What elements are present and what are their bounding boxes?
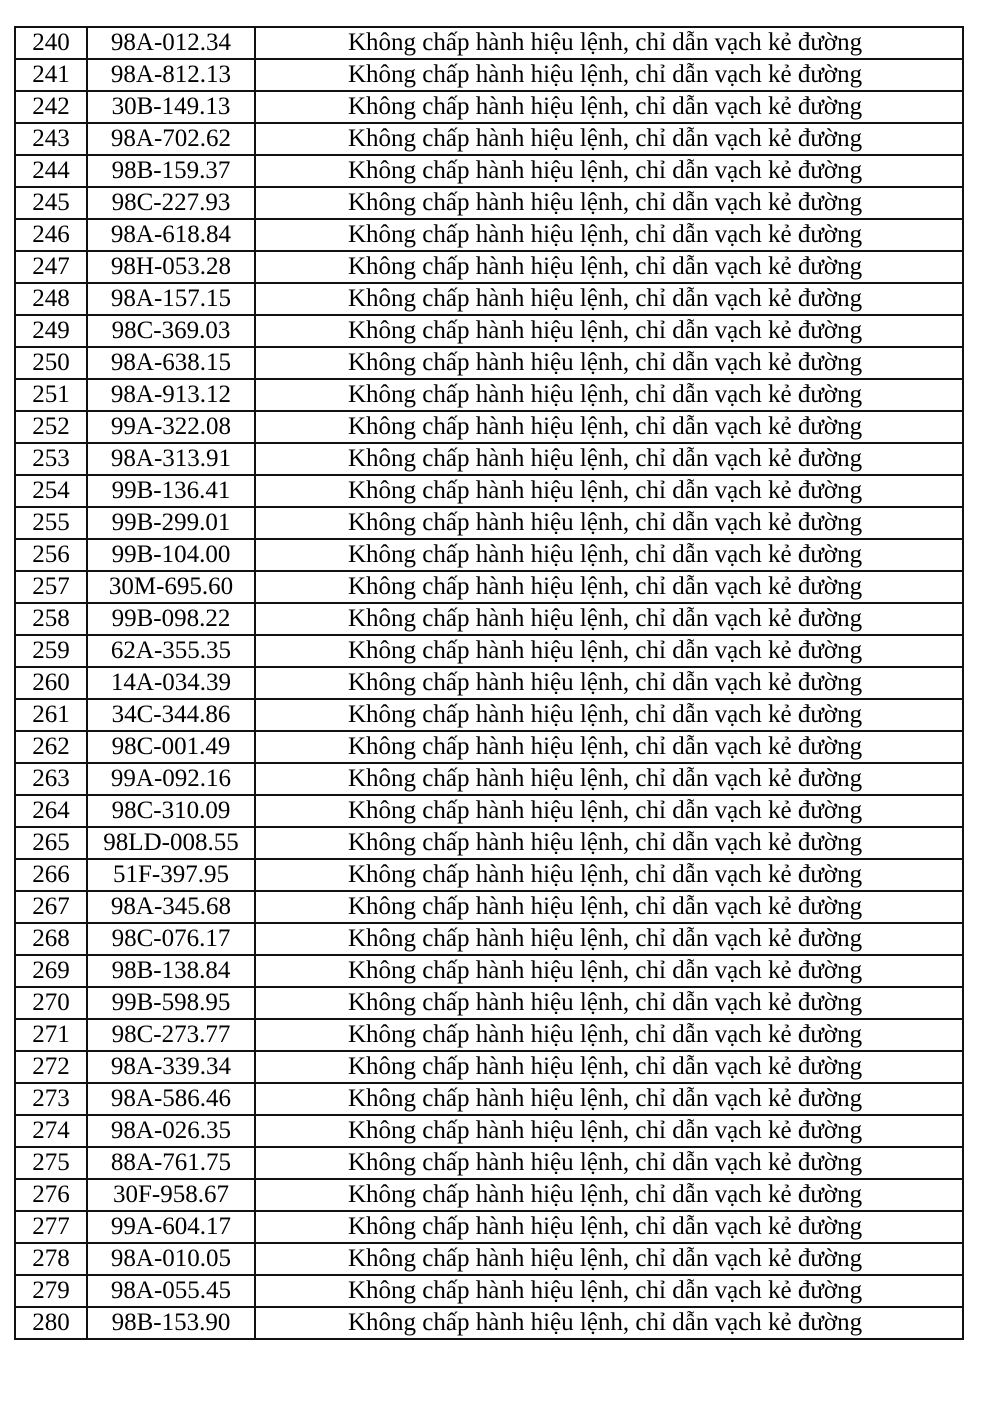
table-row	[15, 603, 963, 635]
violation-cell: Không chấp hành hiệu lệnh, chỉ dẫn vạch kẻ đường	[255, 411, 963, 443]
row-number-cell: 277	[15, 1211, 87, 1243]
license-plate-cell: 98A-026.35	[87, 1115, 255, 1147]
row-number-cell: 268	[15, 923, 87, 955]
row-number-cell: 265	[15, 827, 87, 859]
row-number-cell: 253	[15, 443, 87, 475]
row-number-cell: 260	[15, 667, 87, 699]
row-number-cell: 279	[15, 1275, 87, 1307]
row-number-cell: 273	[15, 1083, 87, 1115]
violations-table	[14, 26, 964, 1340]
license-plate-cell: 99B-299.01	[87, 507, 255, 539]
row-number-cell: 271	[15, 1019, 87, 1051]
license-plate-cell: 30B-149.13	[87, 91, 255, 123]
row-number-cell: 255	[15, 507, 87, 539]
row-number-cell: 270	[15, 987, 87, 1019]
violation-cell: Không chấp hành hiệu lệnh, chỉ dẫn vạch kẻ đường	[255, 475, 963, 507]
row-number-cell: 241	[15, 59, 87, 91]
row-number-cell: 248	[15, 283, 87, 315]
license-plate-cell: 98B-159.37	[87, 155, 255, 187]
license-plate-cell: 99B-136.41	[87, 475, 255, 507]
violation-cell: Không chấp hành hiệu lệnh, chỉ dẫn vạch kẻ đường	[255, 1307, 963, 1339]
row-number-cell: 258	[15, 603, 87, 635]
violation-cell: Không chấp hành hiệu lệnh, chỉ dẫn vạch kẻ đường	[255, 1083, 963, 1115]
license-plate-cell: 98A-055.45	[87, 1275, 255, 1307]
row-number-cell: 242	[15, 91, 87, 123]
violation-cell: Không chấp hành hiệu lệnh, chỉ dẫn vạch kẻ đường	[255, 283, 963, 315]
table-row	[15, 1019, 963, 1051]
license-plate-cell: 99B-598.95	[87, 987, 255, 1019]
violation-cell: Không chấp hành hiệu lệnh, chỉ dẫn vạch kẻ đường	[255, 59, 963, 91]
row-number-cell: 278	[15, 1243, 87, 1275]
license-plate-cell: 14A-034.39	[87, 667, 255, 699]
violation-cell: Không chấp hành hiệu lệnh, chỉ dẫn vạch kẻ đường	[255, 219, 963, 251]
license-plate-cell: 62A-355.35	[87, 635, 255, 667]
row-number-cell: 266	[15, 859, 87, 891]
violation-cell: Không chấp hành hiệu lệnh, chỉ dẫn vạch kẻ đường	[255, 1115, 963, 1147]
row-number-cell: 263	[15, 763, 87, 795]
table-row	[15, 59, 963, 91]
violation-cell: Không chấp hành hiệu lệnh, chỉ dẫn vạch kẻ đường	[255, 1211, 963, 1243]
table-row	[15, 667, 963, 699]
license-plate-cell: 30M-695.60	[87, 571, 255, 603]
violation-cell: Không chấp hành hiệu lệnh, chỉ dẫn vạch kẻ đường	[255, 443, 963, 475]
violation-cell: Không chấp hành hiệu lệnh, chỉ dẫn vạch kẻ đường	[255, 603, 963, 635]
license-plate-cell: 98A-012.34	[87, 27, 255, 59]
license-plate-cell: 98A-010.05	[87, 1243, 255, 1275]
violation-cell: Không chấp hành hiệu lệnh, chỉ dẫn vạch kẻ đường	[255, 987, 963, 1019]
violation-cell: Không chấp hành hiệu lệnh, chỉ dẫn vạch kẻ đường	[255, 251, 963, 283]
row-number-cell: 264	[15, 795, 87, 827]
violation-cell: Không chấp hành hiệu lệnh, chỉ dẫn vạch kẻ đường	[255, 635, 963, 667]
violation-cell: Không chấp hành hiệu lệnh, chỉ dẫn vạch kẻ đường	[255, 1275, 963, 1307]
table-row	[15, 1243, 963, 1275]
violation-cell: Không chấp hành hiệu lệnh, chỉ dẫn vạch kẻ đường	[255, 1147, 963, 1179]
violation-cell: Không chấp hành hiệu lệnh, chỉ dẫn vạch kẻ đường	[255, 1051, 963, 1083]
row-number-cell: 280	[15, 1307, 87, 1339]
table-row	[15, 219, 963, 251]
violation-cell: Không chấp hành hiệu lệnh, chỉ dẫn vạch kẻ đường	[255, 891, 963, 923]
violation-cell: Không chấp hành hiệu lệnh, chỉ dẫn vạch kẻ đường	[255, 795, 963, 827]
license-plate-cell: 99A-322.08	[87, 411, 255, 443]
license-plate-cell: 98A-618.84	[87, 219, 255, 251]
table-row	[15, 347, 963, 379]
row-number-cell: 252	[15, 411, 87, 443]
violation-cell: Không chấp hành hiệu lệnh, chỉ dẫn vạch kẻ đường	[255, 539, 963, 571]
row-number-cell: 249	[15, 315, 87, 347]
license-plate-cell: 98C-227.93	[87, 187, 255, 219]
row-number-cell: 254	[15, 475, 87, 507]
row-number-cell: 245	[15, 187, 87, 219]
table-row	[15, 571, 963, 603]
table-row	[15, 1147, 963, 1179]
violation-cell: Không chấp hành hiệu lệnh, chỉ dẫn vạch kẻ đường	[255, 571, 963, 603]
violation-cell: Không chấp hành hiệu lệnh, chỉ dẫn vạch kẻ đường	[255, 1243, 963, 1275]
license-plate-cell: 98H-053.28	[87, 251, 255, 283]
table-row	[15, 1051, 963, 1083]
license-plate-cell: 98C-369.03	[87, 315, 255, 347]
table-row	[15, 1307, 963, 1339]
row-number-cell: 240	[15, 27, 87, 59]
row-number-cell: 269	[15, 955, 87, 987]
violations-table-body	[15, 27, 963, 1339]
row-number-cell: 244	[15, 155, 87, 187]
license-plate-cell: 51F-397.95	[87, 859, 255, 891]
table-row	[15, 987, 963, 1019]
table-row	[15, 187, 963, 219]
license-plate-cell: 98B-138.84	[87, 955, 255, 987]
violation-cell: Không chấp hành hiệu lệnh, chỉ dẫn vạch kẻ đường	[255, 315, 963, 347]
table-row	[15, 27, 963, 59]
table-row	[15, 251, 963, 283]
table-row	[15, 923, 963, 955]
table-row	[15, 411, 963, 443]
row-number-cell: 274	[15, 1115, 87, 1147]
license-plate-cell: 98A-339.34	[87, 1051, 255, 1083]
license-plate-cell: 98A-702.62	[87, 123, 255, 155]
violation-cell: Không chấp hành hiệu lệnh, chỉ dẫn vạch kẻ đường	[255, 1179, 963, 1211]
table-row	[15, 1083, 963, 1115]
table-row	[15, 379, 963, 411]
table-row	[15, 859, 963, 891]
table-row	[15, 795, 963, 827]
violation-cell: Không chấp hành hiệu lệnh, chỉ dẫn vạch kẻ đường	[255, 27, 963, 59]
license-plate-cell: 99A-092.16	[87, 763, 255, 795]
table-row	[15, 891, 963, 923]
violation-cell: Không chấp hành hiệu lệnh, chỉ dẫn vạch kẻ đường	[255, 955, 963, 987]
license-plate-cell: 98A-913.12	[87, 379, 255, 411]
row-number-cell: 256	[15, 539, 87, 571]
row-number-cell: 246	[15, 219, 87, 251]
row-number-cell: 259	[15, 635, 87, 667]
table-row	[15, 731, 963, 763]
license-plate-cell: 98LD-008.55	[87, 827, 255, 859]
violation-cell: Không chấp hành hiệu lệnh, chỉ dẫn vạch kẻ đường	[255, 123, 963, 155]
row-number-cell: 261	[15, 699, 87, 731]
license-plate-cell: 98A-313.91	[87, 443, 255, 475]
violation-cell: Không chấp hành hiệu lệnh, chỉ dẫn vạch kẻ đường	[255, 379, 963, 411]
row-number-cell: 247	[15, 251, 87, 283]
license-plate-cell: 99A-604.17	[87, 1211, 255, 1243]
row-number-cell: 243	[15, 123, 87, 155]
license-plate-cell: 98C-310.09	[87, 795, 255, 827]
table-row	[15, 955, 963, 987]
license-plate-cell: 88A-761.75	[87, 1147, 255, 1179]
violation-cell: Không chấp hành hiệu lệnh, chỉ dẫn vạch kẻ đường	[255, 507, 963, 539]
table-row	[15, 91, 963, 123]
license-plate-cell: 99B-098.22	[87, 603, 255, 635]
violation-cell: Không chấp hành hiệu lệnh, chỉ dẫn vạch kẻ đường	[255, 827, 963, 859]
table-row	[15, 315, 963, 347]
license-plate-cell: 99B-104.00	[87, 539, 255, 571]
row-number-cell: 276	[15, 1179, 87, 1211]
table-row	[15, 699, 963, 731]
license-plate-cell: 98C-001.49	[87, 731, 255, 763]
violation-cell: Không chấp hành hiệu lệnh, chỉ dẫn vạch kẻ đường	[255, 1019, 963, 1051]
violation-cell: Không chấp hành hiệu lệnh, chỉ dẫn vạch kẻ đường	[255, 763, 963, 795]
table-row	[15, 827, 963, 859]
row-number-cell: 262	[15, 731, 87, 763]
row-number-cell: 267	[15, 891, 87, 923]
table-row	[15, 1211, 963, 1243]
row-number-cell: 251	[15, 379, 87, 411]
table-row	[15, 635, 963, 667]
violation-cell: Không chấp hành hiệu lệnh, chỉ dẫn vạch kẻ đường	[255, 859, 963, 891]
table-row	[15, 539, 963, 571]
table-row	[15, 443, 963, 475]
table-row	[15, 1115, 963, 1147]
violation-cell: Không chấp hành hiệu lệnh, chỉ dẫn vạch kẻ đường	[255, 923, 963, 955]
table-row	[15, 283, 963, 315]
violation-cell: Không chấp hành hiệu lệnh, chỉ dẫn vạch kẻ đường	[255, 667, 963, 699]
license-plate-cell: 98A-345.68	[87, 891, 255, 923]
violation-cell: Không chấp hành hiệu lệnh, chỉ dẫn vạch kẻ đường	[255, 699, 963, 731]
license-plate-cell: 98C-076.17	[87, 923, 255, 955]
row-number-cell: 250	[15, 347, 87, 379]
license-plate-cell: 30F-958.67	[87, 1179, 255, 1211]
table-row	[15, 1179, 963, 1211]
license-plate-cell: 98B-153.90	[87, 1307, 255, 1339]
table-row	[15, 123, 963, 155]
table-row	[15, 763, 963, 795]
violation-cell: Không chấp hành hiệu lệnh, chỉ dẫn vạch kẻ đường	[255, 731, 963, 763]
violation-cell: Không chấp hành hiệu lệnh, chỉ dẫn vạch kẻ đường	[255, 347, 963, 379]
license-plate-cell: 98C-273.77	[87, 1019, 255, 1051]
license-plate-cell: 98A-812.13	[87, 59, 255, 91]
violation-cell: Không chấp hành hiệu lệnh, chỉ dẫn vạch kẻ đường	[255, 155, 963, 187]
license-plate-cell: 98A-157.15	[87, 283, 255, 315]
table-row	[15, 475, 963, 507]
table-row	[15, 507, 963, 539]
row-number-cell: 272	[15, 1051, 87, 1083]
table-row	[15, 1275, 963, 1307]
violation-cell: Không chấp hành hiệu lệnh, chỉ dẫn vạch kẻ đường	[255, 91, 963, 123]
license-plate-cell: 98A-638.15	[87, 347, 255, 379]
row-number-cell: 257	[15, 571, 87, 603]
license-plate-cell: 34C-344.86	[87, 699, 255, 731]
row-number-cell: 275	[15, 1147, 87, 1179]
violation-cell: Không chấp hành hiệu lệnh, chỉ dẫn vạch kẻ đường	[255, 187, 963, 219]
table-row	[15, 155, 963, 187]
license-plate-cell: 98A-586.46	[87, 1083, 255, 1115]
